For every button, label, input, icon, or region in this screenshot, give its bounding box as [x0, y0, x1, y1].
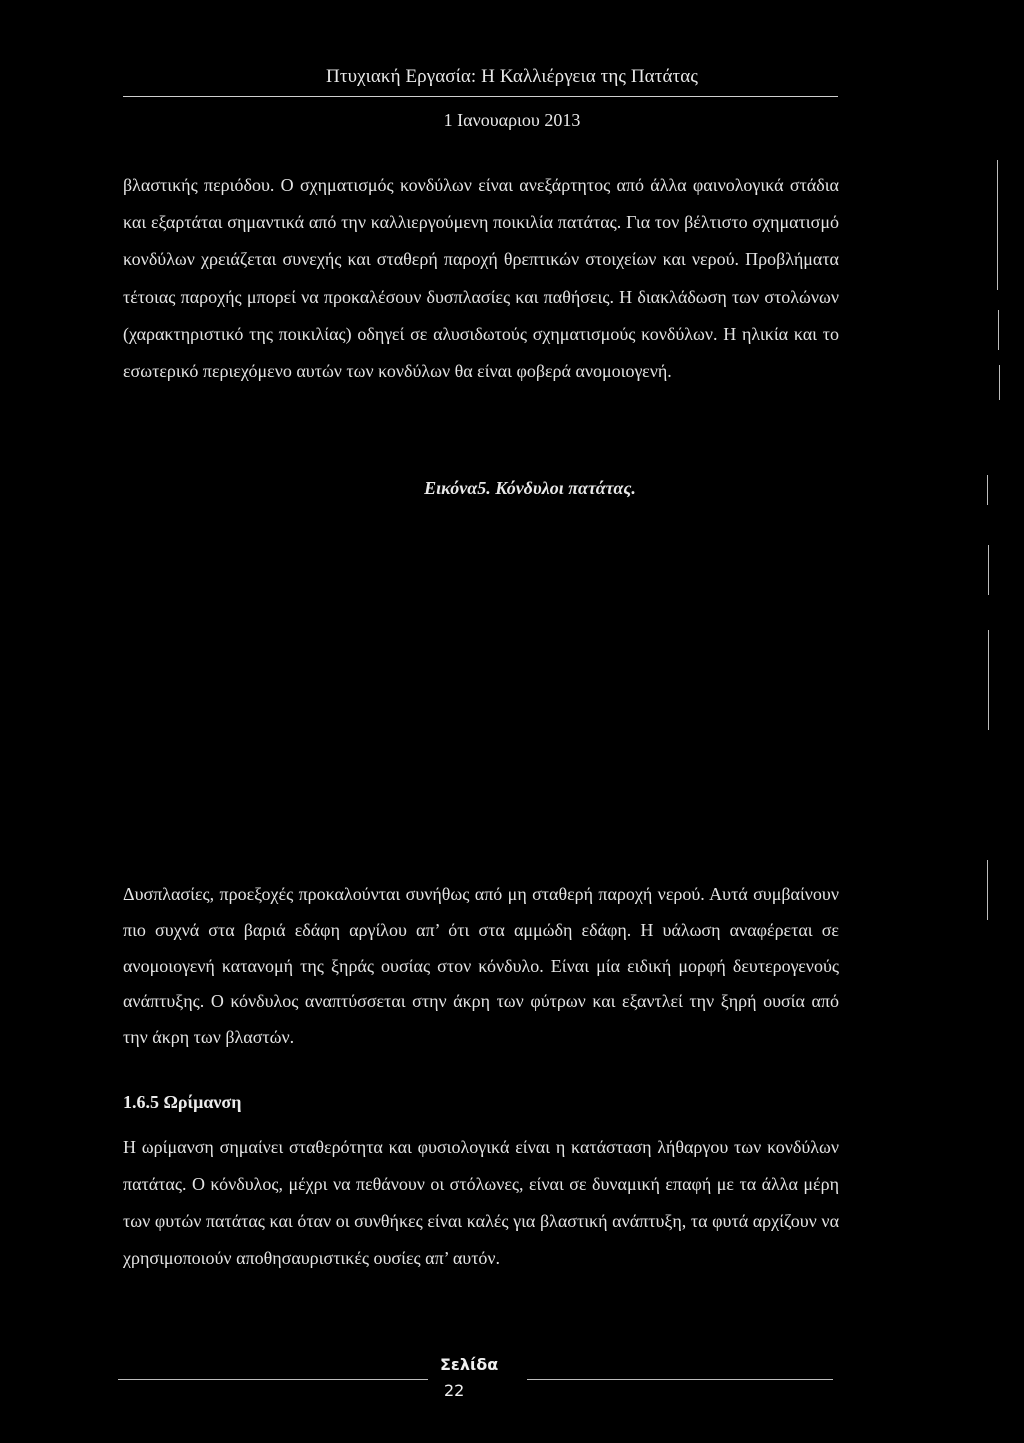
body-paragraph-3: Η ωρίμανση σημαίνει σταθερότητα και φυσιολογικά είναι η κατάσταση λήθαργου των κονδύλων πατάτας. Ο κόνδυλος, μέχρι να πεθάνουν οι στόλωνες, είναι σε δυναμική επαφή με τα άλλα μέρη των φυτών πατάτας και όταν οι συνθήκες είναι καλές για βλαστική ανάπτυξη, τα φυτά αρχίζουν να χρησιμοποιούν αποθησαυριστικές ουσίες απ’ αυτόν. — [123, 1137, 839, 1268]
section-heading: 1.6.5 Ωρίμανση — [123, 1092, 242, 1112]
scan-edge-line — [997, 160, 998, 290]
body-paragraph-2: Δυσπλασίες, προεξοχές προκαλούνται συνήθως από μη σταθερή παροχή νερού. Αυτά συμβαίνουν πιο συχνά στα βαριά εδάφη αργίλου απ’ ότι στα αμμώδη εδάφη. Η υάλωση αναφέρεται σε ανομοιογενή κατανομή της ξηράς ουσίας στον κόνδυλο. Είναι μία ειδική μορφή δευτερογενούς ανάπτυξης. Ο κόνδυλος αναπτύσσεται στην άκρη των φύτρων και εξαντλεί την ξηρή ουσία από την άκρη των βλαστών. — [123, 884, 839, 1048]
scan-edge-line — [999, 365, 1000, 400]
footer-divider-left — [118, 1379, 428, 1380]
header-divider — [123, 96, 838, 97]
footer-divider-right — [527, 1379, 833, 1380]
body-paragraph-1: βλαστικής περιόδου. Ο σχηματισμός κονδύλων είναι ανεξάρτητος από άλλα φαινολογικά στάδια και εξαρτάται σημαντικά από την καλλιεργούμενη ποικιλία πατάτας. Για τον βέλτιστο σχηματισμό κονδύλων χρειάζεται συνεχής και σταθερή παροχή θρεπτικών στοιχείων και νερού. Προβλήματα τέτοιας παροχής μπορεί να προκαλέσουν δυσπλασίες και παθήσεις. Η διακλάδωση των στολώνων (χαρακτηριστικό της ποικιλίας) οδηγεί σε αλυσιδωτούς σχηματισμούς κονδύλων. Η ηλικία και το εσωτερικό περιεχόμενο αυτών των κονδύλων θα είναι φοβερά ανομοιογενή. — [123, 175, 839, 382]
running-header-title: Πτυχιακή Εργασία: Η Καλλιέργεια της Πατάτας — [326, 66, 698, 87]
footer-page-label: Σελίδα — [440, 1355, 499, 1374]
figure-image-area — [123, 510, 839, 860]
footer-page-number: 22 — [444, 1381, 465, 1400]
scan-edge-line — [988, 545, 989, 595]
running-header-date: 1 Ιανουαριου 2013 — [443, 110, 581, 130]
scan-edge-line — [987, 860, 988, 920]
figure-caption: Εικόνα5. Κόνδυλοι πατάτας. — [424, 478, 636, 498]
scan-edge-line — [987, 475, 988, 505]
scan-edge-line — [998, 310, 999, 350]
scan-edge-marks — [985, 160, 1005, 920]
scan-edge-line — [988, 630, 989, 730]
